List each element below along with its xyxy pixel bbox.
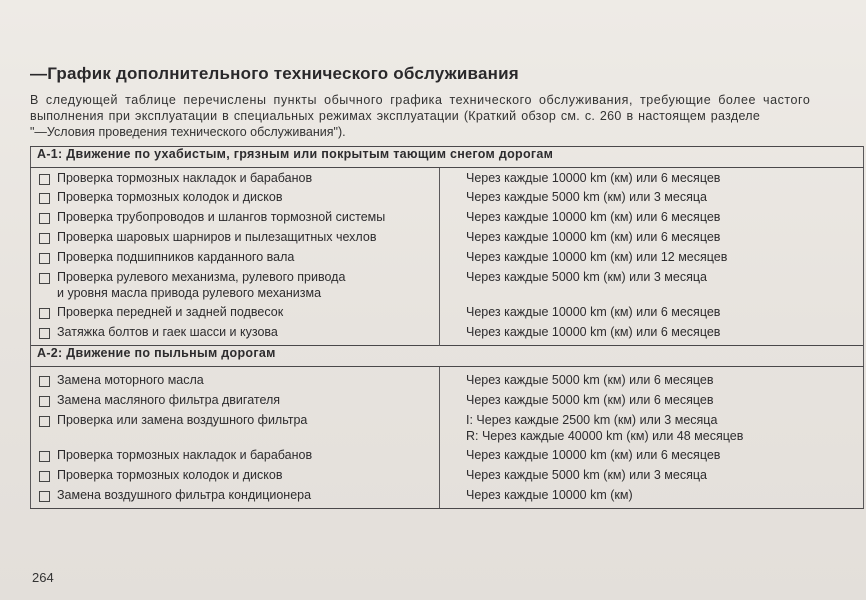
checkbox-square-icon	[39, 451, 50, 462]
table-row	[31, 413, 864, 448]
table-row	[31, 168, 864, 191]
intro-paragraph	[30, 92, 866, 140]
table-row	[31, 210, 864, 230]
interval-text: Через каждые 5000 km (км) или 3 месяца	[466, 190, 707, 204]
table-row	[31, 393, 864, 413]
section-header-row	[31, 147, 864, 168]
intro-line: "—Условия проведения технического обслуживания").	[30, 125, 346, 139]
interval-text: Через каждые 10000 km (км) или 6 месяцев	[466, 171, 721, 185]
interval-text: Через каждые 10000 km (км) или 6 месяцев	[466, 325, 721, 339]
item-text: Проверка рулевого механизма, рулевого привода	[57, 270, 346, 284]
checkbox-square-icon	[39, 233, 50, 244]
table-row	[31, 270, 864, 305]
checkbox-square-icon	[39, 416, 50, 427]
interval-text: Через каждые 5000 km (км) или 6 месяцев	[466, 373, 714, 387]
page-title: —График дополнительного технического обслуживания	[30, 64, 519, 83]
table-row	[31, 230, 864, 250]
item-text: и уровня масла привода рулевого механизма	[57, 285, 322, 300]
table-row	[31, 448, 864, 468]
interval-text: Через каждые 10000 km (км) или 6 месяцев	[466, 305, 721, 319]
interval-text: Через каждые 10000 km (км)	[466, 488, 633, 502]
table-row	[31, 488, 864, 509]
interval-text: I: Через каждые 2500 km (км) или 3 месяца	[466, 413, 718, 427]
interval-text: Через каждые 5000 km (км) или 6 месяцев	[466, 393, 714, 407]
item-text: Проверка передней и задней подвесок	[57, 305, 284, 319]
item-text: Замена моторного масла	[57, 373, 204, 387]
item-text: Затяжка болтов и гаек шасси и кузова	[57, 325, 278, 339]
table-row	[31, 250, 864, 270]
interval-text: Через каждые 5000 km (км) или 3 месяца	[466, 468, 707, 482]
checkbox-square-icon	[39, 308, 50, 319]
table-row	[31, 190, 864, 210]
intro-line: В следующей таблице перечислены пункты обычного графика технического обслуживания, требующие более частого	[30, 93, 811, 107]
intro-line: выполнения при эксплуатации в специальных режимах эксплуатации (Краткий обзор см. с. 260 в настоящем разделе	[30, 109, 761, 123]
checkbox-square-icon	[39, 491, 50, 502]
item-text: Проверка или замена воздушного фильтра	[57, 413, 308, 427]
section-header-row	[31, 346, 864, 367]
checkbox-square-icon	[39, 193, 50, 204]
interval-text: Через каждые 10000 km (км) или 6 месяцев	[466, 448, 721, 462]
item-text: Проверка тормозных накладок и барабанов	[57, 448, 313, 462]
item-text: Замена масляного фильтра двигателя	[57, 393, 281, 407]
interval-text: R: Через каждые 40000 km (км) или 48 месяцев	[466, 428, 744, 443]
checkbox-square-icon	[39, 273, 50, 284]
maintenance-schedule-table	[30, 146, 864, 509]
checkbox-square-icon	[39, 396, 50, 407]
interval-text: Через каждые 5000 km (км) или 3 месяца	[466, 270, 707, 284]
interval-text: Через каждые 10000 km (км) или 6 месяцев	[466, 210, 721, 224]
checkbox-square-icon	[39, 376, 50, 387]
table-row	[31, 325, 864, 346]
table-row	[31, 367, 864, 394]
table-row	[31, 468, 864, 488]
section-header: A-2: Движение по пыльным дорогам	[31, 346, 864, 367]
item-text: Замена воздушного фильтра кондиционера	[57, 488, 312, 502]
item-text: Проверка тормозных колодок и дисков	[57, 190, 283, 204]
checkbox-square-icon	[39, 471, 50, 482]
table-row	[31, 305, 864, 325]
checkbox-square-icon	[39, 213, 50, 224]
item-text: Проверка тормозных колодок и дисков	[57, 468, 283, 482]
page-number: 264	[32, 570, 54, 585]
checkbox-square-icon	[39, 174, 50, 185]
checkbox-square-icon	[39, 253, 50, 264]
item-text: Проверка трубопроводов и шлангов тормозной системы	[57, 210, 386, 224]
checkbox-square-icon	[39, 328, 50, 339]
interval-text: Через каждые 10000 km (км) или 12 месяцев	[466, 250, 728, 264]
item-text: Проверка тормозных накладок и барабанов	[57, 171, 313, 185]
section-header: A-1: Движение по ухабистым, грязным или покрытым тающим снегом дорогам	[31, 147, 864, 168]
item-text: Проверка подшипников карданного вала	[57, 250, 295, 264]
interval-text: Через каждые 10000 km (км) или 6 месяцев	[466, 230, 721, 244]
item-text: Проверка шаровых шарниров и пылезащитных чехлов	[57, 230, 377, 244]
